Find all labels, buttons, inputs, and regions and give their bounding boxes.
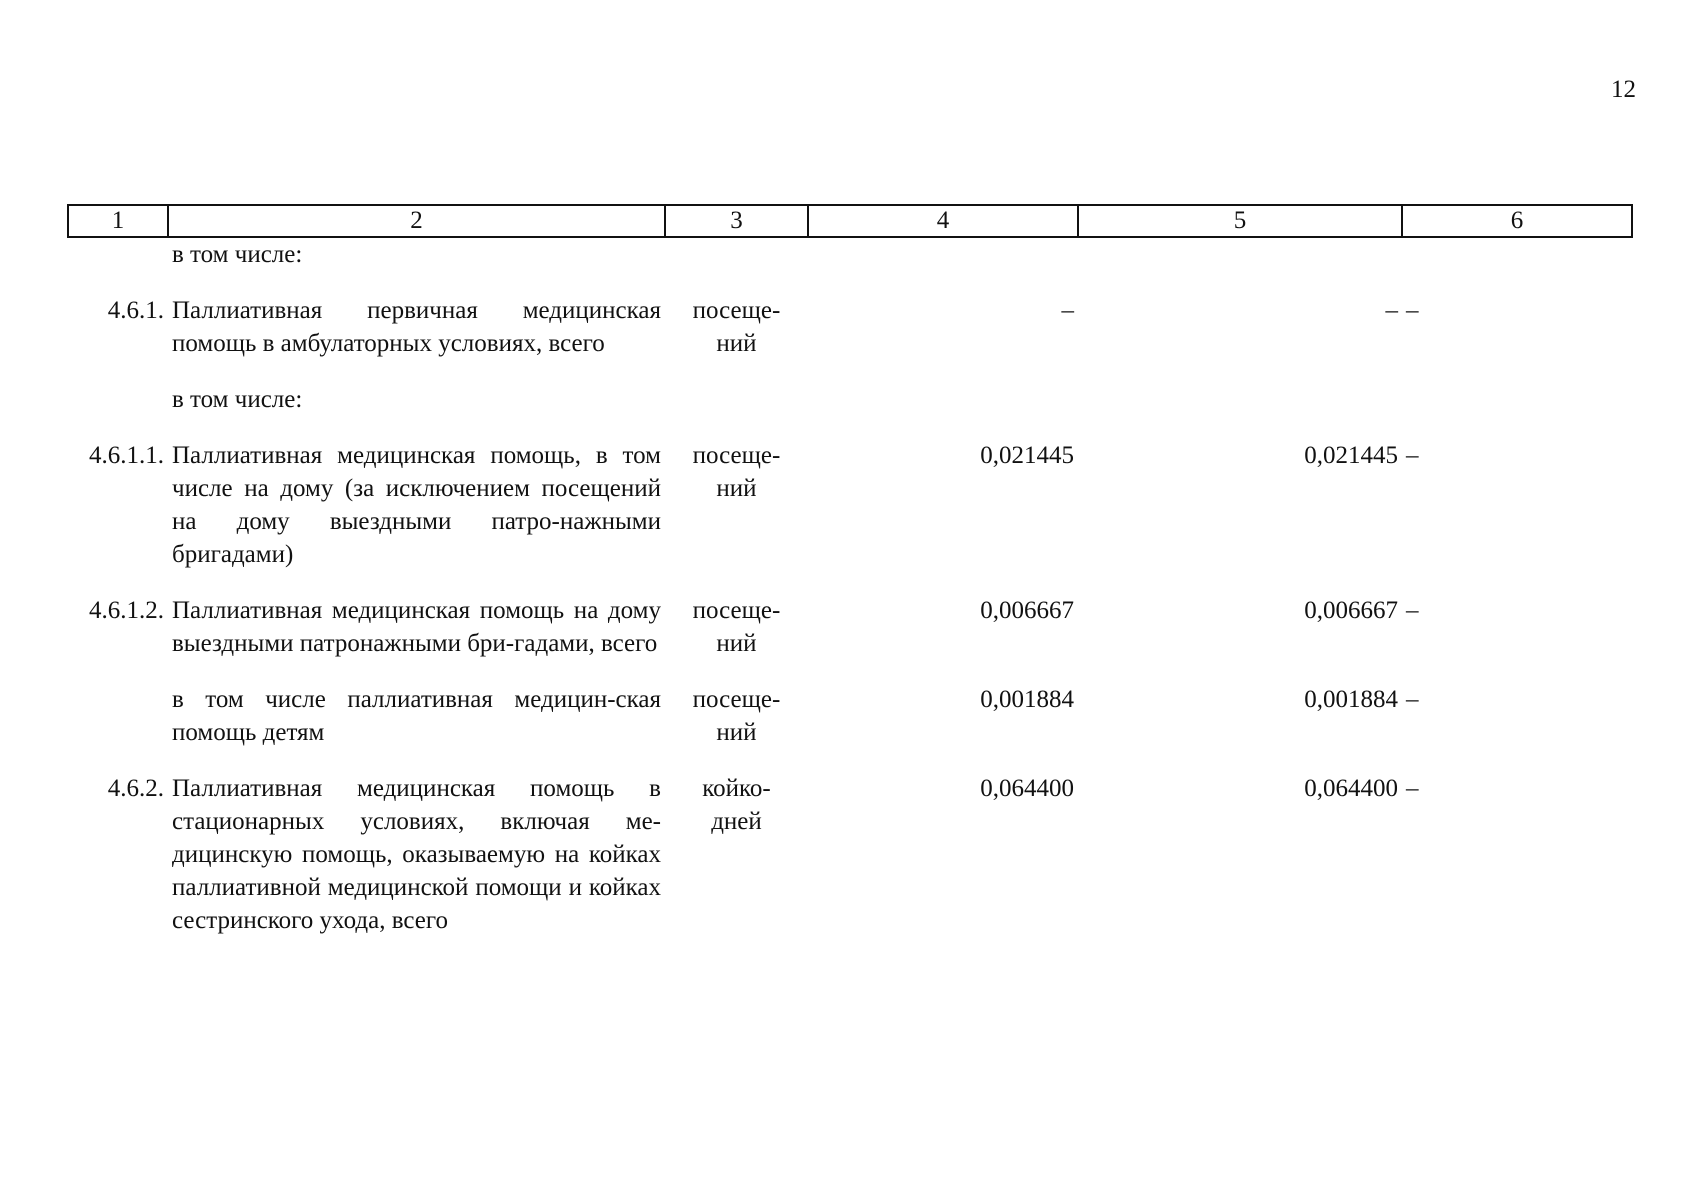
row-col4: 0,021445	[980, 442, 1074, 469]
row-col5: 0,001884	[1304, 686, 1398, 713]
row-number	[68, 683, 168, 772]
table-row	[68, 594, 1632, 683]
table-row	[68, 294, 1632, 383]
row-col6	[1402, 237, 1632, 294]
row-number: 4.6.1.	[107, 297, 164, 324]
row-number	[68, 383, 168, 439]
row-unit-line: ний	[716, 330, 757, 357]
row-col6	[1402, 383, 1632, 439]
header-col-6: 6	[1402, 205, 1632, 237]
row-unit-line: посеще-	[692, 686, 781, 713]
row-name: в том числе:	[172, 241, 303, 268]
row-col4	[808, 383, 1078, 439]
row-name: Паллиативная медицинская помощь, в том числе на дому (за исключением посещений на дому выездными патро-нажными бригадами)	[172, 442, 661, 568]
row-name: Паллиативная медицинская помощь в стационарных условиях, включая ме-дицинскую помощь, оказываемую на койках паллиативной медицинской помощи и койках сестринского ухода, всего	[172, 775, 661, 934]
header-col-2: 2	[168, 205, 665, 237]
row-unit-line: ний	[716, 475, 757, 502]
row-name: Паллиативная первичная медицинская помощь в амбулаторных условиях, всего	[172, 297, 661, 357]
row-unit	[665, 383, 808, 439]
header-col-5: 5	[1078, 205, 1402, 237]
row-unit-line: ний	[716, 719, 757, 746]
row-number: 4.6.1.1.	[89, 442, 164, 469]
row-unit-line: посеще-	[692, 442, 781, 469]
row-unit-line: койко-	[702, 775, 771, 802]
row-col5: –	[1385, 297, 1398, 324]
table-row	[68, 237, 1632, 294]
row-number: 4.6.1.2.	[89, 597, 164, 624]
row-col5: 0,006667	[1304, 597, 1398, 624]
row-col5: 0,064400	[1304, 775, 1398, 802]
row-name: Паллиативная медицинская помощь на дому выездными патронажными бри-гадами, всего	[172, 597, 661, 657]
row-unit-line: дней	[711, 808, 762, 835]
table-row	[68, 439, 1632, 594]
row-col4: 0,006667	[980, 597, 1074, 624]
row-col4: 0,064400	[980, 775, 1074, 802]
table-row	[68, 683, 1632, 772]
row-col4	[808, 237, 1078, 294]
row-col5	[1078, 383, 1402, 439]
row-unit	[665, 772, 808, 960]
row-number	[68, 237, 168, 294]
header-col-1: 1	[68, 205, 168, 237]
row-col6: –	[1406, 597, 1419, 624]
row-unit	[665, 683, 808, 772]
table-row	[68, 772, 1632, 960]
row-number: 4.6.2.	[107, 775, 164, 802]
row-col6: –	[1406, 686, 1419, 713]
table-header	[68, 205, 1632, 237]
header-row	[68, 205, 1632, 237]
row-col6: –	[1406, 775, 1419, 802]
row-unit-line: посеще-	[692, 297, 781, 324]
data-table	[67, 204, 1633, 960]
page-number: 12	[1611, 76, 1636, 103]
row-unit-line: посеще-	[692, 597, 781, 624]
table-row	[68, 383, 1632, 439]
row-col6: –	[1406, 297, 1419, 324]
row-col5: 0,021445	[1304, 442, 1398, 469]
row-unit	[665, 594, 808, 683]
row-unit	[665, 439, 808, 594]
table-body	[68, 237, 1632, 960]
row-col5	[1078, 237, 1402, 294]
row-col4: 0,001884	[980, 686, 1074, 713]
header-col-3: 3	[665, 205, 808, 237]
row-name: в том числе паллиативная медицин-ская помощь детям	[172, 686, 661, 746]
row-unit	[665, 294, 808, 383]
row-col6: –	[1406, 442, 1419, 469]
row-name: в том числе:	[172, 386, 303, 413]
row-unit-line: ний	[716, 630, 757, 657]
row-unit	[665, 237, 808, 294]
row-col4: –	[1061, 297, 1074, 324]
header-col-4: 4	[808, 205, 1078, 237]
